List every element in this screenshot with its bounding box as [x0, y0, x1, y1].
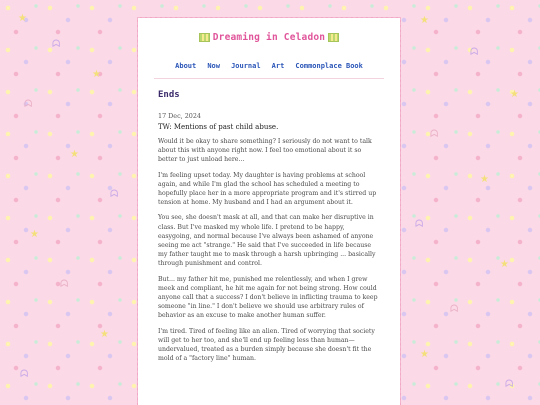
nav-divider [154, 78, 384, 79]
bunting-flag-icon [328, 33, 339, 42]
site-title-link[interactable]: Dreaming in Celadon [212, 32, 326, 43]
star-icon: ★ [100, 329, 109, 340]
post-paragraph: I'm feeling upset today. My daughter is having problems at school again, and while I'm glad the school has scheduled a meeting to hopefully place her in a more appropriate program and it's stirred up tension at home. My husband and I had an argument about it. [158, 171, 377, 207]
star-icon: ★ [480, 174, 489, 185]
star-icon: ★ [92, 69, 101, 80]
nav-item-about[interactable]: About [175, 62, 197, 70]
post-article [140, 90, 398, 363]
post-paragraph: Would it be okay to share something? I seriously do not want to talk about this with anyone right now. I feel too emotional about it so better to just unload here... [158, 138, 372, 164]
ghost-icon: ᗣ [110, 189, 119, 200]
star-icon: ★ [420, 15, 429, 26]
post-paragraph: But... my father hit me, punished me relentlessly, and when I grew meek and compliant, he hit me again for not being strong. How could anyone call that a success? I don't believe in inflicting trauma to keep someone "in line." I don't believe we should use arbitrary rules of behavior as an excuse to make another human suffer. [158, 275, 378, 320]
star-icon: ★ [500, 259, 509, 270]
post-date: 17 Dec, 2024 [158, 112, 201, 120]
site-header [140, 32, 398, 43]
ghost-icon: ᗣ [20, 369, 29, 380]
ghost-icon: ᗣ [415, 219, 424, 230]
star-icon: ★ [18, 13, 27, 24]
main-nav [140, 53, 398, 72]
post-title: Ends [158, 90, 180, 100]
ghost-icon: ᗣ [450, 304, 459, 315]
trigger-warning: TW: Mentions of past child abuse. [158, 123, 279, 131]
ghost-icon: ᗣ [24, 99, 33, 110]
nav-item-now[interactable]: Now [207, 62, 220, 70]
bunting-flag-icon [199, 33, 210, 42]
nav-item-commonplace-book[interactable]: Commonplace Book [295, 62, 363, 70]
ghost-icon: ᗣ [505, 379, 514, 390]
post-paragraph: You see, she doesn't mask at all, and that can make her disruptive in class. But I've masked my whole life. I pretend to be happy, easygoing, and normal because I've always been ashamed of anyone seeing me act "strange." He said that I've succeeded in life because my father taught me to mask through a harsh upbringing ... basically through punishment and control. [158, 214, 376, 268]
star-icon: ★ [70, 149, 79, 160]
ghost-icon: ᗣ [470, 47, 479, 58]
nav-item-journal[interactable]: Journal [231, 62, 261, 70]
main-card [140, 20, 398, 405]
nav-item-art[interactable]: Art [271, 62, 285, 70]
ghost-icon: ᗣ [52, 39, 61, 50]
star-icon: ★ [420, 349, 429, 360]
star-icon: ★ [30, 229, 39, 240]
ghost-icon: ᗣ [60, 279, 69, 290]
ghost-icon: ᗣ [430, 129, 439, 140]
post-paragraph: I'm tired. Tired of feeling like an alien. Tired of worrying that society will get to her too, and she'll end up feeling less than human—undervalued, treated as a burden simply because she doesn't fit the mold of a "factory line" human. [158, 327, 375, 363]
star-icon: ★ [510, 89, 519, 100]
